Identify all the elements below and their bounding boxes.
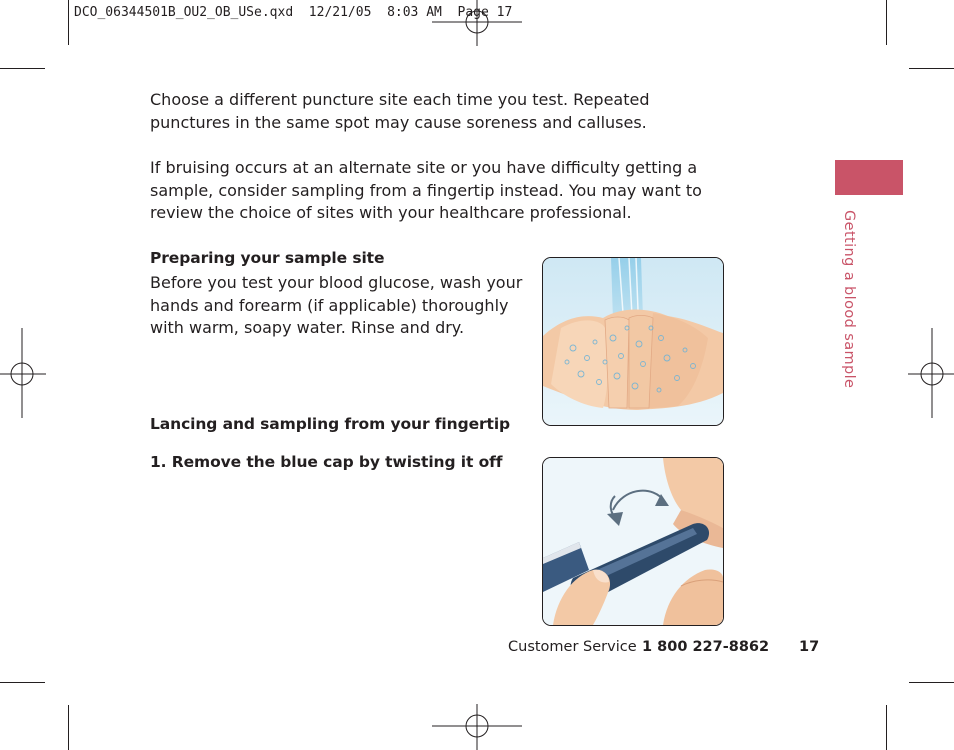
section-side-label: Getting a blood sample — [841, 210, 857, 389]
footer-phone-number: 1 800 227-8862 — [642, 639, 770, 655]
paragraph-preparing: Before you test your blood glucose, wash your hands and forearm (if applicable) thoroughly with warm, soapy water. Rinse and dry. — [150, 273, 523, 337]
footer-customer-service-label: Customer Service — [508, 639, 637, 655]
lancing-device-cap-twist-illustration — [542, 457, 724, 626]
registration-mark-left — [0, 328, 48, 420]
hand-washing-illustration — [542, 257, 724, 426]
paragraph-bruising: If bruising occurs at an alternate site or you have difficulty getting a sample, consider sampling from a fingertip instead. You may want to review the choice of sites with your healthcare professional. — [150, 158, 702, 222]
heading-lancing-fingertip: Lancing and sampling from your fingertip — [150, 415, 511, 433]
paragraph-puncture-site: Choose a different puncture site each time you test. Repeated punctures in the same spot may cause soreness and calluses. — [150, 90, 650, 132]
step-1-remove-cap: 1. Remove the blue cap by twisting it off — [150, 453, 503, 471]
section-tab — [835, 160, 903, 195]
registration-mark-top — [432, 0, 524, 48]
heading-preparing-sample-site: Preparing your sample site — [150, 249, 385, 267]
printer-slug-line: DCO_06344501B_OU2_OB_USe.qxd 12/21/05 8:03 AM Page 17 — [74, 5, 513, 20]
registration-mark-right — [906, 328, 954, 420]
page-number: 17 — [799, 639, 820, 655]
registration-mark-bottom — [432, 704, 524, 750]
